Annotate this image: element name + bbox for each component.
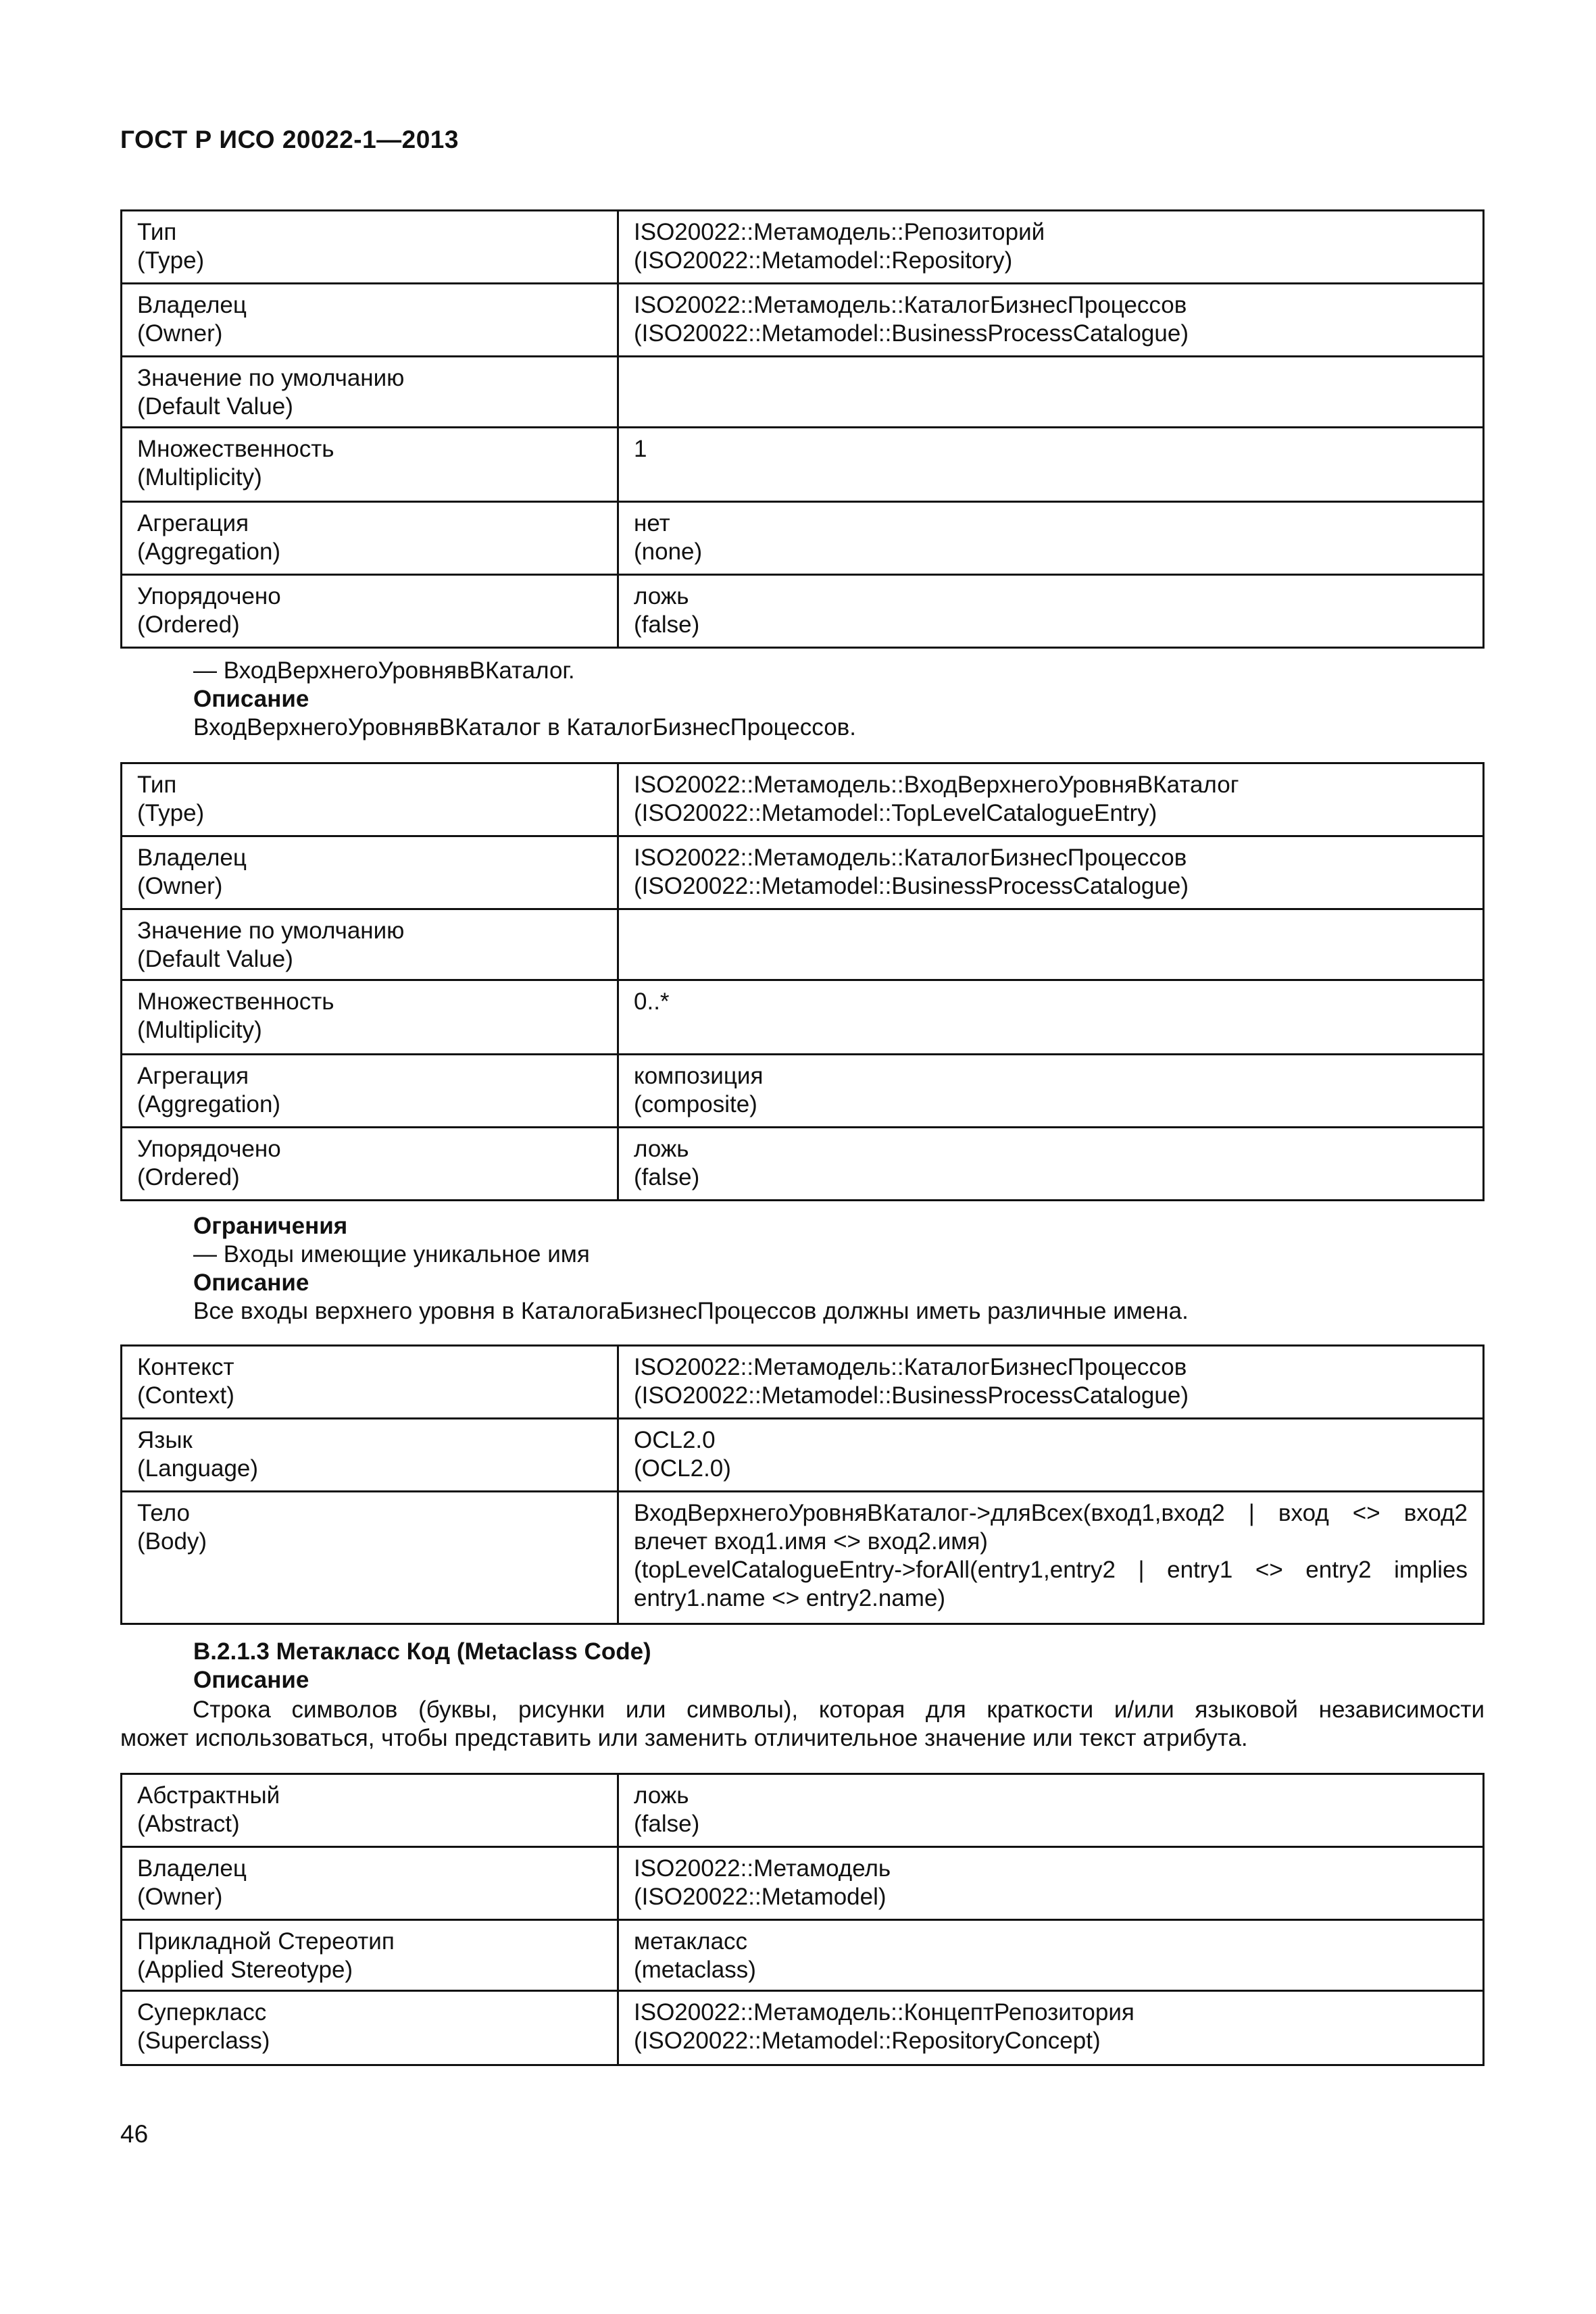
- property-value-cell: [618, 1492, 1484, 1624]
- constraints-heading: Ограничения: [193, 1213, 348, 1239]
- property-label: Тип: [137, 772, 177, 798]
- property-label-cell: [122, 980, 618, 1055]
- property-label: (Type): [137, 800, 205, 826]
- table-row: [122, 428, 1484, 502]
- property-label-cell: [122, 1346, 618, 1419]
- property-value: (false): [634, 1811, 700, 1837]
- property-value: OCL2.0: [634, 1427, 716, 1453]
- property-label: (Multiplicity): [137, 1017, 262, 1043]
- property-value-cell: [618, 980, 1484, 1055]
- property-label: (Superclass): [137, 2028, 270, 2054]
- property-label: (Owner): [137, 320, 223, 347]
- property-label: (Aggregation): [137, 538, 281, 565]
- list-item: — Входы имеющие уникальное имя: [193, 1241, 590, 1267]
- property-label-cell: [122, 1419, 618, 1492]
- property-value: (false): [634, 1164, 700, 1190]
- property-value-cell: [618, 575, 1484, 648]
- table-row: [122, 284, 1484, 357]
- property-label: Множественность: [137, 988, 334, 1015]
- property-value: (ISO20022::Metamodel::BusinessProcessCatalogue): [634, 320, 1189, 347]
- property-value-cell: [618, 502, 1484, 575]
- property-label: (Ordered): [137, 611, 240, 638]
- property-value: 1: [634, 436, 647, 462]
- property-value: (ISO20022::Metamodel::BusinessProcessCatalogue): [634, 1382, 1189, 1409]
- property-value-cell: [618, 1346, 1484, 1419]
- property-label: Упорядочено: [137, 1136, 281, 1162]
- property-value: entry1.name <> entry2.name): [634, 1585, 946, 1611]
- table-row: [122, 909, 1484, 980]
- property-value: ISO20022::Метамодель::ВходВерхнегоУровняВКаталог: [634, 772, 1239, 798]
- property-value-cell: [618, 211, 1484, 284]
- property-label: (Owner): [137, 873, 223, 899]
- constraint-table: [120, 1344, 1485, 1625]
- property-value: метакласс: [634, 1928, 748, 1955]
- property-label: Прикладной Стереотип: [137, 1928, 395, 1955]
- property-value: ISO20022::Метамодель::КаталогБизнесПроцессов: [634, 1354, 1187, 1380]
- property-value: ложь: [634, 583, 689, 609]
- property-value: (ISO20022::Metamodel::Repository): [634, 247, 1013, 274]
- property-label: Агрегация: [137, 1063, 249, 1089]
- property-label: (Abstract): [137, 1811, 240, 1837]
- table-row: [122, 1492, 1484, 1624]
- property-value-cell: [618, 763, 1484, 836]
- property-label-cell: [122, 1055, 618, 1128]
- property-value: нет: [634, 510, 670, 536]
- property-label: Владелец: [137, 845, 247, 871]
- property-label: (Type): [137, 247, 205, 274]
- property-value: ВходВерхнегоУровняВКаталог->дляВсех(вход1,вход2 | вход <> вход2: [634, 1500, 1468, 1526]
- table-row: [122, 763, 1484, 836]
- property-label: Упорядочено: [137, 583, 281, 609]
- table-row: [122, 1847, 1484, 1920]
- property-value: (false): [634, 611, 700, 638]
- page-header: ГОСТ Р ИСО 20022-1—2013: [120, 126, 459, 153]
- property-label-cell: [122, 1847, 618, 1920]
- property-label: Язык: [137, 1427, 193, 1453]
- property-value: ISO20022::Метамодель::КаталогБизнесПроцессов: [634, 845, 1187, 871]
- table-row: [122, 1346, 1484, 1419]
- property-label-cell: [122, 575, 618, 648]
- table-row: [122, 1920, 1484, 1991]
- property-label: Суперкласс: [137, 1999, 267, 2026]
- property-label: Агрегация: [137, 510, 249, 536]
- description-text: Все входы верхнего уровня в КаталогаБизнесПроцессов должны иметь различные имена.: [193, 1298, 1189, 1324]
- property-value-cell: [618, 284, 1484, 357]
- property-label: (Aggregation): [137, 1091, 281, 1117]
- property-label-cell: [122, 357, 618, 428]
- metaclass-table: [120, 1773, 1485, 2066]
- description-text: ВходВерхнегоУровнявВКаталог в КаталогБизнесПроцессов.: [193, 714, 856, 740]
- paragraph-line: Строка символов (буквы, рисунки или символы), которая для краткости и/или языковой независимости: [193, 1696, 1485, 1723]
- property-label: Тип: [137, 219, 177, 245]
- property-label: Значение по умолчанию: [137, 917, 405, 944]
- property-label-cell: [122, 763, 618, 836]
- property-value: влечет вход1.имя <> вход2.имя): [634, 1528, 988, 1555]
- properties-table-2: [120, 762, 1485, 1201]
- property-value: ISO20022::Метамодель::Репозиторий: [634, 219, 1045, 245]
- page-number: 46: [120, 2120, 149, 2148]
- property-label: Множественность: [137, 436, 334, 462]
- property-label: (Default Value): [137, 393, 293, 420]
- paragraph-line: может использоваться, чтобы представить или заменить отличительное значение или текст атрибута.: [120, 1725, 1248, 1751]
- property-value: (ISO20022::Metamodel::TopLevelCatalogueEntry): [634, 800, 1157, 826]
- description-heading: Описание: [193, 1269, 309, 1296]
- property-label-cell: [122, 1128, 618, 1201]
- property-label: (Language): [137, 1455, 259, 1482]
- property-value: (composite): [634, 1091, 757, 1117]
- property-label-cell: [122, 211, 618, 284]
- property-value-cell: [618, 428, 1484, 502]
- property-value-cell: [618, 836, 1484, 909]
- property-value-cell: [618, 909, 1484, 980]
- table-row: [122, 836, 1484, 909]
- description-heading: Описание: [193, 686, 309, 712]
- table-row: [122, 1419, 1484, 1492]
- property-value-cell: [618, 1055, 1484, 1128]
- property-value-cell: [618, 1774, 1484, 1847]
- property-label-cell: [122, 836, 618, 909]
- property-value-cell: [618, 1847, 1484, 1920]
- property-label: Значение по умолчанию: [137, 365, 405, 391]
- property-value: ложь: [634, 1136, 689, 1162]
- property-value: ISO20022::Метамодель: [634, 1855, 891, 1882]
- list-item: — ВходВерхнегоУровнявВКаталог.: [193, 657, 575, 684]
- property-label-cell: [122, 284, 618, 357]
- property-label: (Applied Stereotype): [137, 1957, 353, 1983]
- property-label-cell: [122, 428, 618, 502]
- table-row: [122, 357, 1484, 428]
- property-label-cell: [122, 909, 618, 980]
- property-label: (Multiplicity): [137, 464, 262, 491]
- property-label: Владелец: [137, 292, 247, 318]
- property-value-cell: [618, 1920, 1484, 1991]
- property-value: 0..*: [634, 988, 670, 1015]
- property-label: Владелец: [137, 1855, 247, 1882]
- property-value-cell: [618, 357, 1484, 428]
- property-label-cell: [122, 1774, 618, 1847]
- section-heading: B.2.1.3 Метакласс Код (Metaclass Code): [193, 1638, 651, 1665]
- property-label: (Ordered): [137, 1164, 240, 1190]
- property-value: (none): [634, 538, 703, 565]
- property-value: (topLevelCatalogueEntry->forAll(entry1,entry2 | entry1 <> entry2 implies: [634, 1557, 1468, 1583]
- property-value: ISO20022::Метамодель::КаталогБизнесПроцессов: [634, 292, 1187, 318]
- property-label-cell: [122, 1492, 618, 1624]
- table-row: [122, 980, 1484, 1055]
- property-label: Абстрактный: [137, 1782, 280, 1809]
- property-label-cell: [122, 502, 618, 575]
- property-value: композиция: [634, 1063, 764, 1089]
- property-label: (Default Value): [137, 946, 293, 972]
- table-row: [122, 575, 1484, 648]
- table-row: [122, 1128, 1484, 1201]
- property-label: (Owner): [137, 1884, 223, 1910]
- properties-table-1: [120, 209, 1485, 649]
- table-row: [122, 1991, 1484, 2065]
- description-paragraph: [120, 1696, 1485, 1753]
- property-value: ISO20022::Метамодель::КонцептРепозитория: [634, 1999, 1134, 2026]
- property-value-cell: [618, 1128, 1484, 1201]
- table-row: [122, 1055, 1484, 1128]
- property-label: Тело: [137, 1500, 190, 1526]
- property-value-cell: [618, 1991, 1484, 2065]
- property-label-cell: [122, 1991, 618, 2065]
- description-heading: Описание: [193, 1667, 309, 1693]
- property-label: (Context): [137, 1382, 234, 1409]
- property-value: ложь: [634, 1782, 689, 1809]
- table-row: [122, 1774, 1484, 1847]
- property-value-cell: [618, 1419, 1484, 1492]
- property-label: Контекст: [137, 1354, 234, 1380]
- table-row: [122, 502, 1484, 575]
- property-value: (ISO20022::Metamodel::RepositoryConcept): [634, 2028, 1101, 2054]
- property-value: (ISO20022::Metamodel::BusinessProcessCatalogue): [634, 873, 1189, 899]
- property-value: (OCL2.0): [634, 1455, 731, 1482]
- property-label-cell: [122, 1920, 618, 1991]
- property-value: (ISO20022::Metamodel): [634, 1884, 887, 1910]
- property-label: (Body): [137, 1528, 207, 1555]
- table-row: [122, 211, 1484, 284]
- property-value: (metaclass): [634, 1957, 756, 1983]
